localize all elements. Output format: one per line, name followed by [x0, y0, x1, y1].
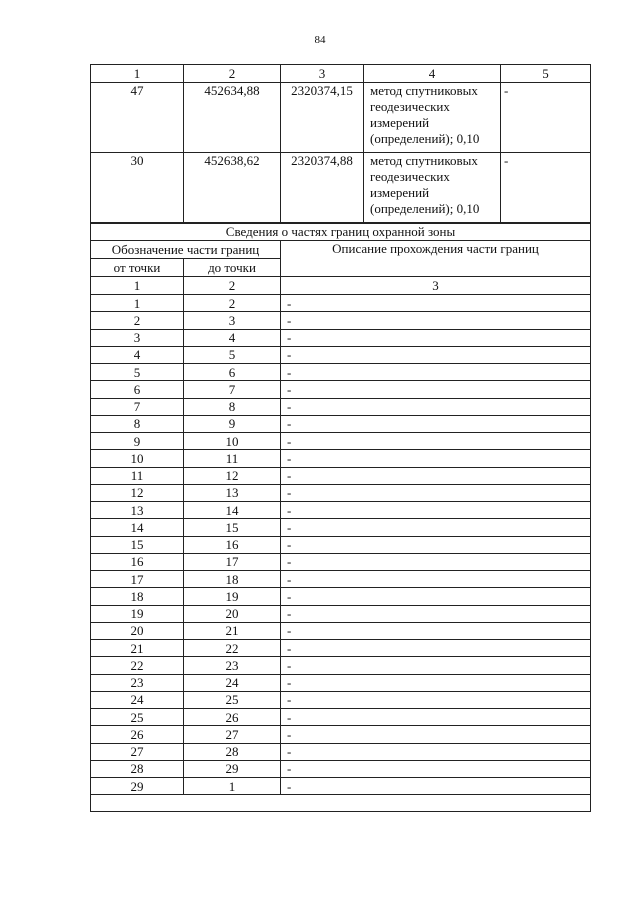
- to-point-header: до точки: [184, 259, 281, 277]
- table-row: [91, 312, 591, 329]
- table-row: [91, 691, 591, 708]
- part-description: -: [281, 502, 591, 519]
- table-row: [91, 571, 591, 588]
- part-description: -: [281, 312, 591, 329]
- column-numbering-row: [91, 277, 591, 295]
- to-point: 10: [184, 433, 281, 450]
- table-row: [91, 346, 591, 363]
- part-description: -: [281, 484, 591, 501]
- x-coordinate: 452634,88: [184, 83, 281, 153]
- table-row: [91, 450, 591, 467]
- method-line: геодезических: [370, 169, 450, 184]
- part-description: -: [281, 364, 591, 381]
- table-row: [91, 640, 591, 657]
- from-point: 22: [91, 657, 184, 674]
- empty-cell: [91, 795, 591, 812]
- from-point: 16: [91, 553, 184, 570]
- part-description: -: [281, 571, 591, 588]
- from-point: 26: [91, 726, 184, 743]
- point-number: 30: [91, 153, 184, 223]
- coordinates-table: [90, 64, 591, 223]
- to-point: 9: [184, 415, 281, 432]
- part-description: -: [281, 588, 591, 605]
- part-description: -: [281, 709, 591, 726]
- part-description: -: [281, 622, 591, 639]
- table-row: [91, 605, 591, 622]
- from-point: 20: [91, 622, 184, 639]
- part-description: -: [281, 433, 591, 450]
- from-point: 27: [91, 743, 184, 760]
- to-point: 20: [184, 605, 281, 622]
- coordinates-row: [91, 83, 591, 153]
- from-point: 4: [91, 346, 184, 363]
- to-point: 27: [184, 726, 281, 743]
- coordinates-header-row: [91, 65, 591, 83]
- table-row: [91, 622, 591, 639]
- description-header: Описание прохождения части границ: [281, 241, 591, 277]
- from-point: 23: [91, 674, 184, 691]
- from-point: 12: [91, 484, 184, 501]
- point-number: 47: [91, 83, 184, 153]
- y-coordinate: 2320374,15: [281, 83, 364, 153]
- from-point: 29: [91, 778, 184, 795]
- from-point: 1: [91, 295, 184, 312]
- to-point: 26: [184, 709, 281, 726]
- table-row: [91, 743, 591, 760]
- coordinates-row: [91, 153, 591, 223]
- header-cell: 4: [364, 65, 501, 83]
- table-row: [91, 657, 591, 674]
- header-cell: 3: [281, 65, 364, 83]
- table-row: [91, 519, 591, 536]
- to-point: 17: [184, 553, 281, 570]
- from-point-header: от точки: [91, 259, 184, 277]
- table-row: [91, 433, 591, 450]
- from-point: 11: [91, 467, 184, 484]
- to-point: 14: [184, 502, 281, 519]
- part-description: -: [281, 691, 591, 708]
- part-description: -: [281, 743, 591, 760]
- table-row: [91, 536, 591, 553]
- to-point: 7: [184, 381, 281, 398]
- part-description: -: [281, 553, 591, 570]
- method-line: метод спутниковых: [370, 153, 478, 168]
- table-row: [91, 364, 591, 381]
- from-point: 14: [91, 519, 184, 536]
- from-point: 19: [91, 605, 184, 622]
- method-line: измерений: [370, 115, 430, 130]
- to-point: 23: [184, 657, 281, 674]
- to-point: 8: [184, 398, 281, 415]
- from-point: 8: [91, 415, 184, 432]
- table-row: [91, 502, 591, 519]
- to-point: 21: [184, 622, 281, 639]
- to-point: 22: [184, 640, 281, 657]
- from-point: 7: [91, 398, 184, 415]
- boundary-parts-table: [90, 223, 591, 812]
- table-row: [91, 778, 591, 795]
- table-row: [91, 484, 591, 501]
- to-point: 18: [184, 571, 281, 588]
- method-cell: [364, 153, 501, 223]
- to-point: 4: [184, 329, 281, 346]
- header-cell: 1: [91, 65, 184, 83]
- part-description: -: [281, 295, 591, 312]
- column-number: 1: [91, 277, 184, 295]
- to-point: 19: [184, 588, 281, 605]
- column-group-header-row: [91, 241, 591, 259]
- page-number: 84: [314, 34, 326, 46]
- from-point: 13: [91, 502, 184, 519]
- to-point: 16: [184, 536, 281, 553]
- part-description: -: [281, 674, 591, 691]
- to-point: 24: [184, 674, 281, 691]
- to-point: 2: [184, 295, 281, 312]
- method-line: (определений); 0,10: [370, 201, 480, 216]
- from-point: 6: [91, 381, 184, 398]
- from-point: 24: [91, 691, 184, 708]
- method-line: геодезических: [370, 99, 450, 114]
- from-point: 28: [91, 760, 184, 777]
- table-row: [91, 295, 591, 312]
- table-row: [91, 553, 591, 570]
- from-point: 2: [91, 312, 184, 329]
- header-cell: 2: [184, 65, 281, 83]
- x-coordinate: 452638,62: [184, 153, 281, 223]
- part-description: -: [281, 398, 591, 415]
- from-point: 17: [91, 571, 184, 588]
- to-point: 11: [184, 450, 281, 467]
- y-coordinate: 2320374,88: [281, 153, 364, 223]
- to-point: 29: [184, 760, 281, 777]
- table-row: [91, 381, 591, 398]
- to-point: 3: [184, 312, 281, 329]
- table-row: [91, 709, 591, 726]
- table-row: [91, 467, 591, 484]
- part-description: -: [281, 415, 591, 432]
- part-description: -: [281, 381, 591, 398]
- boundary-parts-body: [91, 295, 591, 795]
- from-point: 25: [91, 709, 184, 726]
- part-description: -: [281, 467, 591, 484]
- part-description: -: [281, 536, 591, 553]
- part-description: -: [281, 778, 591, 795]
- method-line: измерений: [370, 185, 430, 200]
- method-line: метод спутниковых: [370, 83, 478, 98]
- table-row: [91, 760, 591, 777]
- method-cell: [364, 83, 501, 153]
- table-row: [91, 329, 591, 346]
- designation-header: Обозначение части границ: [91, 241, 281, 259]
- to-point: 15: [184, 519, 281, 536]
- empty-footer-row: [91, 795, 591, 812]
- table-row: [91, 398, 591, 415]
- note-cell: -: [501, 83, 591, 153]
- from-point: 21: [91, 640, 184, 657]
- part-description: -: [281, 329, 591, 346]
- to-point: 25: [184, 691, 281, 708]
- section-title-row: [91, 224, 591, 241]
- from-point: 3: [91, 329, 184, 346]
- part-description: -: [281, 760, 591, 777]
- part-description: -: [281, 519, 591, 536]
- column-number: 3: [281, 277, 591, 295]
- to-point: 13: [184, 484, 281, 501]
- from-point: 18: [91, 588, 184, 605]
- part-description: -: [281, 346, 591, 363]
- note-cell: -: [501, 153, 591, 223]
- part-description: -: [281, 605, 591, 622]
- method-line: (определений); 0,10: [370, 131, 480, 146]
- table-row: [91, 588, 591, 605]
- from-point: 15: [91, 536, 184, 553]
- part-description: -: [281, 640, 591, 657]
- table-row: [91, 726, 591, 743]
- from-point: 9: [91, 433, 184, 450]
- part-description: -: [281, 726, 591, 743]
- section-title: Сведения о частях границ охранной зоны: [91, 224, 591, 241]
- part-description: -: [281, 450, 591, 467]
- to-point: 6: [184, 364, 281, 381]
- to-point: 5: [184, 346, 281, 363]
- column-number: 2: [184, 277, 281, 295]
- header-cell: 5: [501, 65, 591, 83]
- table-row: [91, 415, 591, 432]
- to-point: 1: [184, 778, 281, 795]
- to-point: 12: [184, 467, 281, 484]
- from-point: 10: [91, 450, 184, 467]
- table-row: [91, 674, 591, 691]
- to-point: 28: [184, 743, 281, 760]
- from-point: 5: [91, 364, 184, 381]
- part-description: -: [281, 657, 591, 674]
